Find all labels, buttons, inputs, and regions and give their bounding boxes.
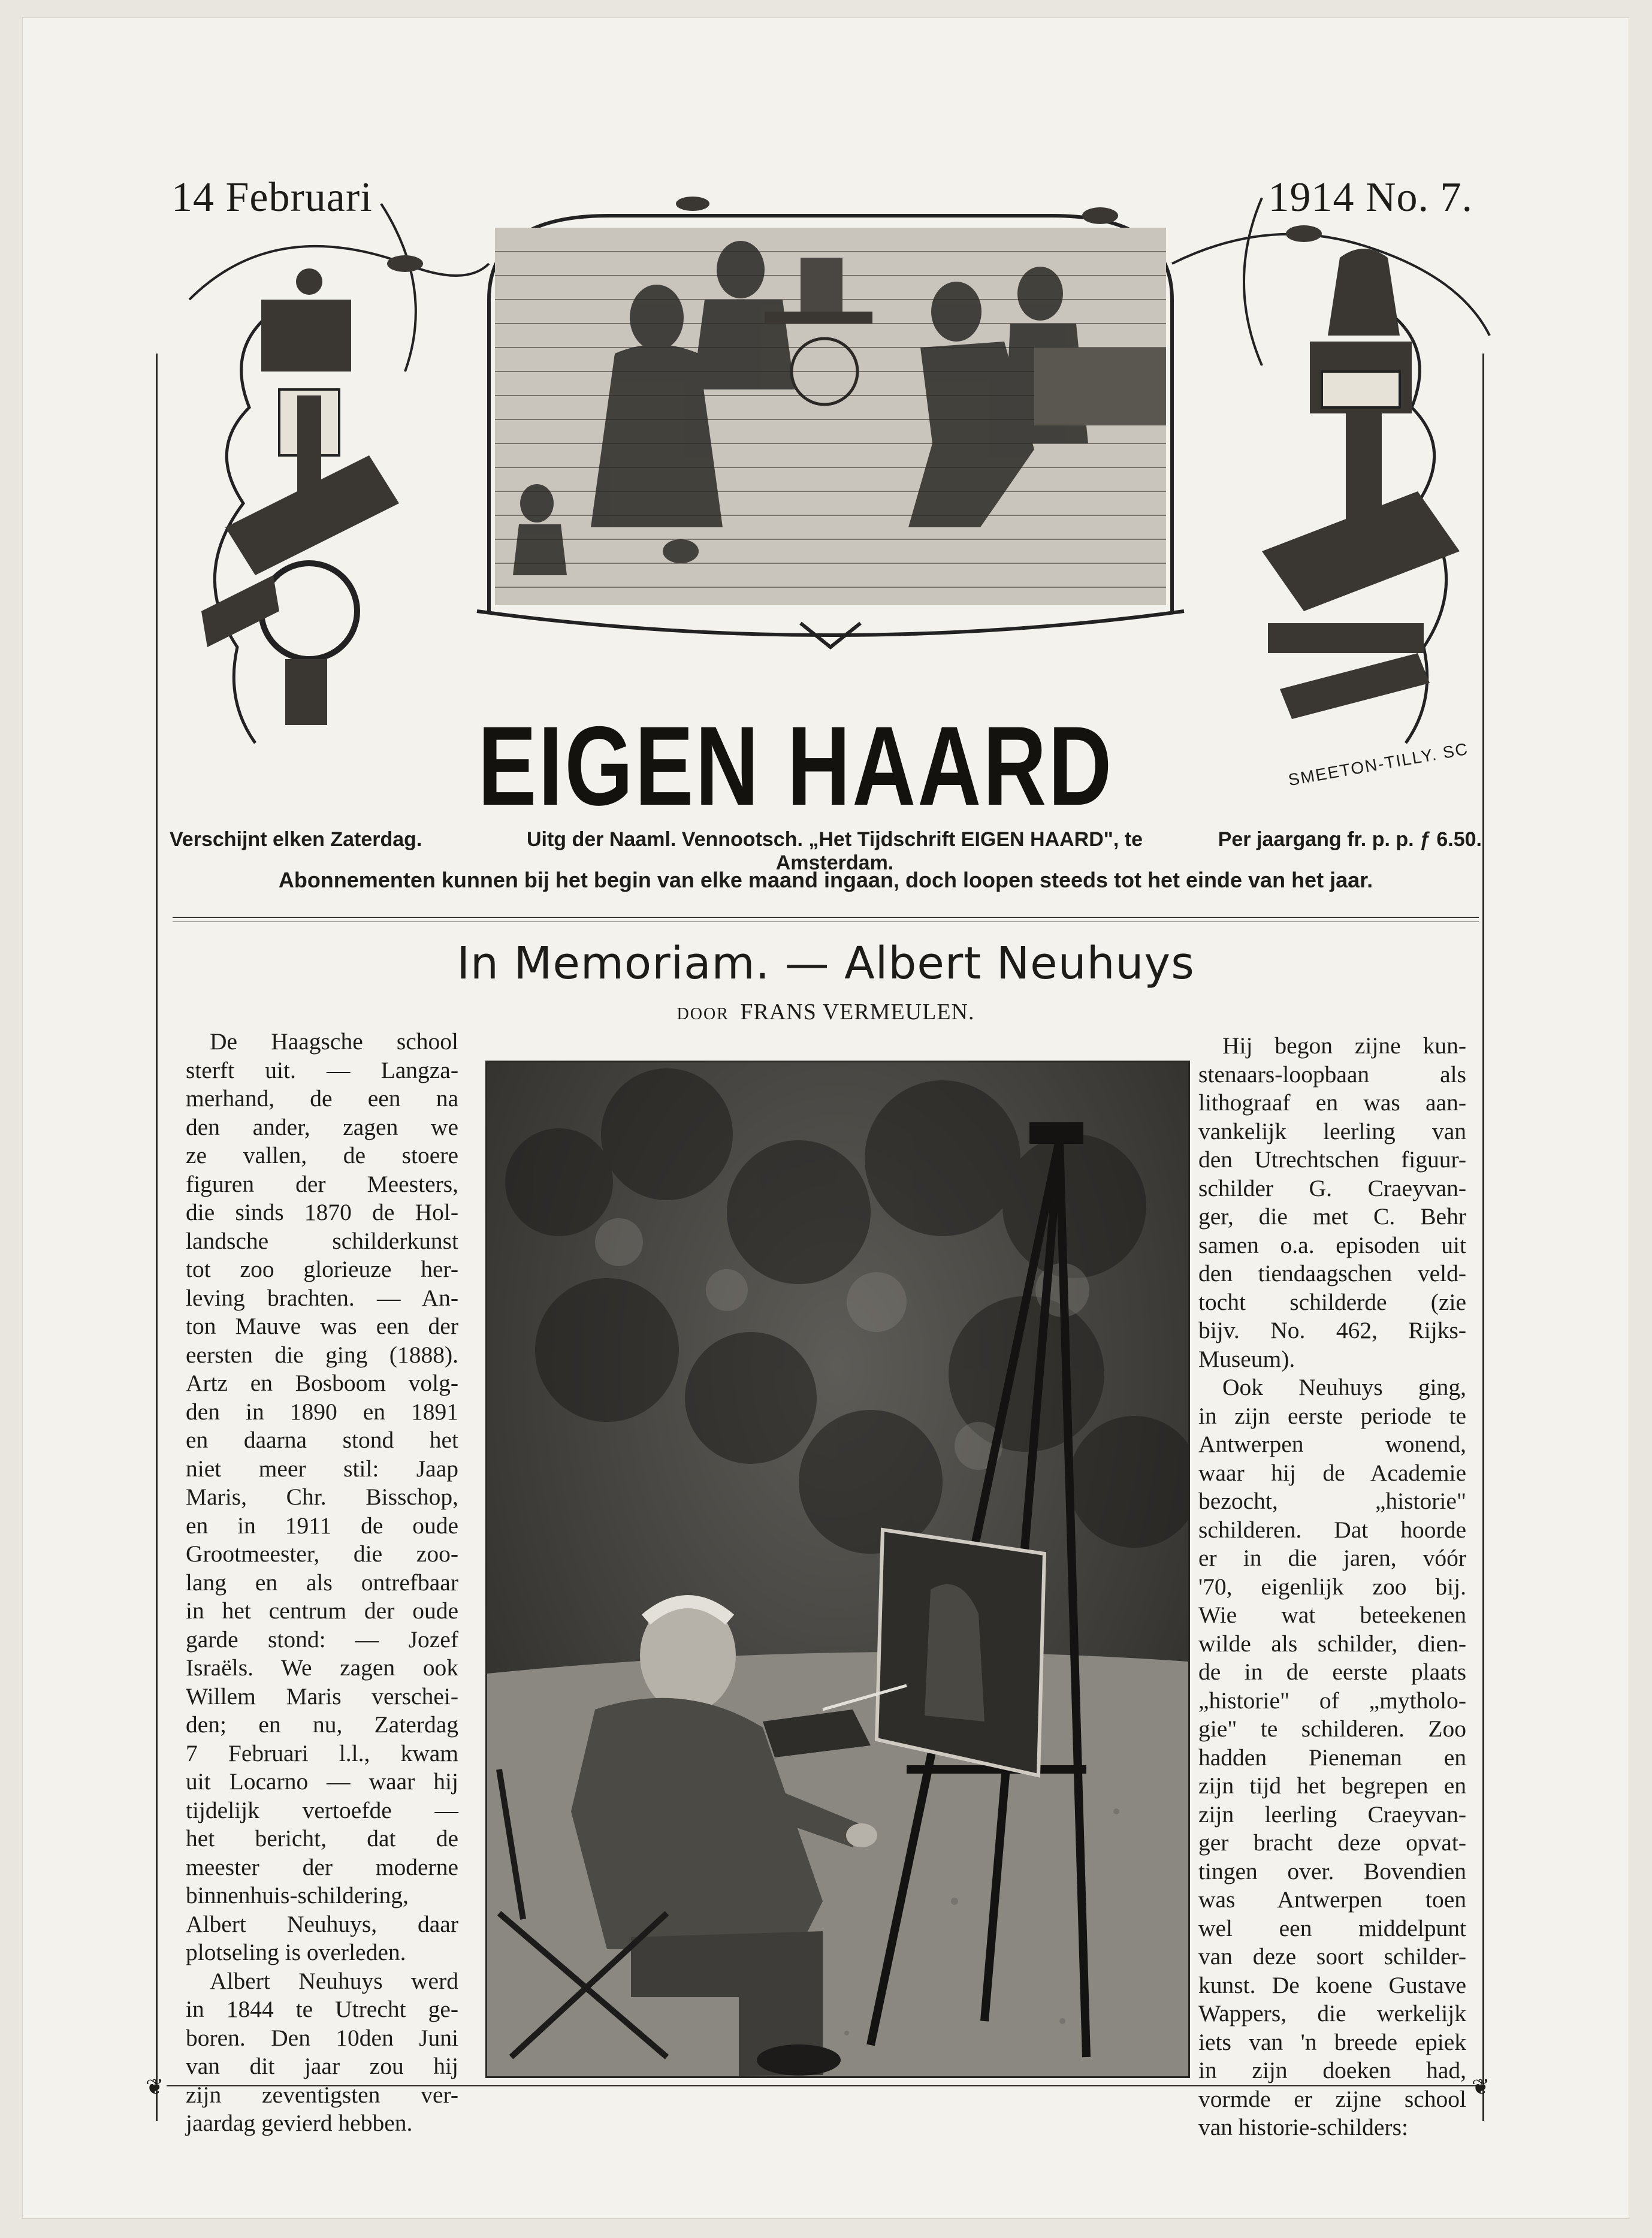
article-text-line: ton Mauve was een der — [186, 1313, 458, 1339]
article-text-line: landsche schilderkunst — [186, 1227, 458, 1254]
article-text-line: Maris, Chr. Bisschop, — [186, 1484, 458, 1510]
article-text-line: garde stond: — Jozef — [186, 1626, 458, 1653]
article-text-line: waar hij de Academie — [1198, 1459, 1466, 1486]
article-text-line: gie" te schilderen. Zoo — [1198, 1716, 1466, 1742]
left-border-line — [156, 354, 158, 2121]
article-text-line: meester der moderne — [186, 1853, 458, 1880]
article-text-line: Wappers, die werkelijk — [1198, 2000, 1466, 2026]
article-text-line: wilde als schilder, dien- — [1198, 1630, 1466, 1657]
article-text-line: kunst. De koene Gustave — [1198, 1971, 1466, 1998]
article-text-line: Albert Neuhuys werd — [210, 1967, 458, 1994]
article-text-line: bijv. No. 462, Rijks- — [1198, 1317, 1466, 1343]
article-byline — [203, 999, 1449, 1025]
article-text-line: Ook Neuhuys ging, — [1222, 1374, 1466, 1400]
article-text-line: Willem Maris verschei- — [186, 1683, 458, 1710]
article-text-line: er in die jaren, vóór — [1198, 1545, 1466, 1571]
magazine-page — [23, 18, 1629, 2218]
corner-ornament-left-icon: ❦ — [146, 2075, 164, 2099]
article-text-line: in zijn eerste periode te — [1198, 1402, 1466, 1429]
article-text-line: De Haagsche school — [210, 1028, 458, 1055]
article-text-line: den ander, zagen we — [186, 1113, 458, 1140]
article-text-line: eersten die ging (1888). — [186, 1341, 458, 1368]
article-text-line: en daarna stond het — [186, 1427, 458, 1453]
article-text-line: bezocht, „historie" — [1198, 1488, 1466, 1514]
article-text-line: boren. Den 10den Juni — [186, 2024, 458, 2051]
article-text-line: den tiendaagschen veld- — [1198, 1260, 1466, 1286]
article-text-line: tingen over. Bovendien — [1198, 1858, 1466, 1884]
article-text-line: Museum). — [1198, 1345, 1295, 1372]
article-text-line: binnenhuis-schildering, — [186, 1882, 409, 1908]
article-text-line: stenaars-loopbaan als — [1198, 1061, 1466, 1088]
article-title: In Memoriam. — Albert Neuhuys — [457, 938, 1195, 989]
article-text-line: zijn tijd het begrepen en — [1198, 1772, 1466, 1799]
article-text-line: tot zoo glorieuze her- — [186, 1256, 458, 1282]
article-text-line: was Antwerpen toen — [1198, 1886, 1466, 1913]
article-text-line: Antwerpen wonend, — [1198, 1431, 1466, 1457]
article-text-line: Albert Neuhuys, daar — [186, 1910, 458, 1937]
article-text-line: iets van 'n breede epiek — [1198, 2028, 1466, 2055]
article-text-line: van historie-schilders: — [1198, 2114, 1408, 2140]
article-text-line: jaardag gevierd hebben. — [186, 2110, 413, 2136]
article-text-line: Grootmeester, die zoo- — [186, 1541, 458, 1567]
masthead-title-block — [358, 689, 1233, 833]
article-text-line: die sinds 1870 de Hol- — [186, 1199, 458, 1225]
article-text-line: ger bracht deze opvat- — [1198, 1829, 1466, 1856]
article-text-line: lithograaf en was aan- — [1198, 1089, 1466, 1116]
article-text-line: in 1844 te Utrecht ge- — [186, 1996, 458, 2022]
article-text-line: zijn zeventigsten ver- — [186, 2081, 458, 2108]
photograph-painter-at-easel-icon — [487, 1062, 1188, 2076]
article-text-line: sterft uit. — Langza- — [186, 1056, 458, 1083]
article-text-line: figuren der Meesters, — [186, 1170, 458, 1197]
corner-ornament-right-icon: ❦ — [1472, 2075, 1490, 2099]
article-text-line: Israëls. We zagen ook — [186, 1654, 458, 1681]
article-text-line: het bericht, dat de — [186, 1825, 458, 1852]
article-text-line: tocht schilderde (zie — [1198, 1288, 1466, 1315]
article-text-line: hadden Pieneman en — [1198, 1744, 1466, 1771]
article-text-line: ger, die met C. Behr — [1198, 1203, 1466, 1230]
article-text-line: en in 1911 de oude — [186, 1512, 458, 1539]
article-text-line: lang en als ontrefbaar — [186, 1569, 458, 1596]
article-right-column — [1198, 1032, 1466, 2142]
article-text-line: van dit jaar zou hij — [186, 2053, 458, 2079]
article-text-line: zijn leerling Craeyvan- — [1198, 1801, 1466, 1828]
article-text-line: vankelijk leerling van — [1198, 1118, 1466, 1144]
subscription-price: Per jaargang fr. p. p. ƒ 6.50. — [1218, 828, 1482, 851]
engraver-signature: SMEETON-TILLY. SC — [1286, 739, 1470, 790]
article-text-line: tijdelijk vertoefde — — [186, 1796, 458, 1823]
article-text-line: den in 1890 en 1891 — [186, 1398, 458, 1425]
article-text-line: samen o.a. episoden uit — [1198, 1231, 1466, 1258]
article-text-line: den Utrechtschen figuur- — [1198, 1146, 1466, 1173]
issue-number: 1914 No. 7. — [1268, 174, 1473, 221]
article-text-line: ze vallen, de stoere — [186, 1142, 458, 1168]
article-text-line: plotseling is overleden. — [186, 1939, 406, 1965]
article-text-line: uit Locarno — waar hij — [186, 1768, 458, 1795]
article-text-line: van deze soort schilder- — [1198, 1943, 1466, 1970]
article-text-line: 7 Februari l.l., kwam — [186, 1739, 458, 1766]
article-text-line: de in de eerste plaats — [1198, 1659, 1466, 1685]
article-text-line: den; en nu, Zaterdag — [186, 1711, 458, 1738]
article-left-column — [186, 1028, 458, 2138]
article-text-line: leving brachten. — An- — [186, 1284, 458, 1311]
painter-photograph — [485, 1061, 1190, 2078]
magazine-title: EIGEN HAARD — [478, 703, 1114, 829]
article-text-line: schilderen. Dat hoorde — [1198, 1516, 1466, 1543]
publication-frequency: Verschijnt elken Zaterdag. — [170, 828, 422, 851]
article-text-line: vormde er zijne school — [1198, 2085, 1466, 2112]
publisher-line: Uitg der Naaml. Vennootsch. „Het Tijdschrift EIGEN HAARD", te Amsterdam. — [526, 828, 1143, 874]
article-text-line: '70, eigenlijk zoo bij. — [1198, 1573, 1466, 1600]
byline-prefix: DOOR — [676, 1005, 729, 1023]
byline-author: FRANS VERMEULEN. — [740, 999, 975, 1025]
article-text-line: Hij begon zijne kun- — [1222, 1032, 1466, 1059]
article-text-line: „historie" of „mytholo- — [1198, 1687, 1466, 1714]
article-text-line: schilder G. Craeyvan- — [1198, 1174, 1466, 1201]
article-text-line: merhand, de een na — [186, 1085, 458, 1112]
article-text-line: wel een middelpunt — [1198, 1914, 1466, 1941]
article-text-line: in zijn doeken had, — [1198, 2057, 1466, 2083]
article-text-line: niet meer stil: Jaap — [186, 1455, 458, 1482]
subscription-terms: Abonnementen kunnen bij het begin van elke maand ingaan, doch loopen steeds tot het einde van het jaar. — [278, 868, 1373, 892]
article-text-line: Wie wat beteekenen — [1198, 1602, 1466, 1628]
article-text-line: Artz en Bosboom volg- — [186, 1370, 458, 1396]
right-border-line — [1482, 354, 1484, 2121]
issue-date: 14 Februari — [171, 174, 373, 221]
article-text-line: in het centrum der oude — [186, 1597, 458, 1624]
header-divider — [173, 917, 1479, 918]
